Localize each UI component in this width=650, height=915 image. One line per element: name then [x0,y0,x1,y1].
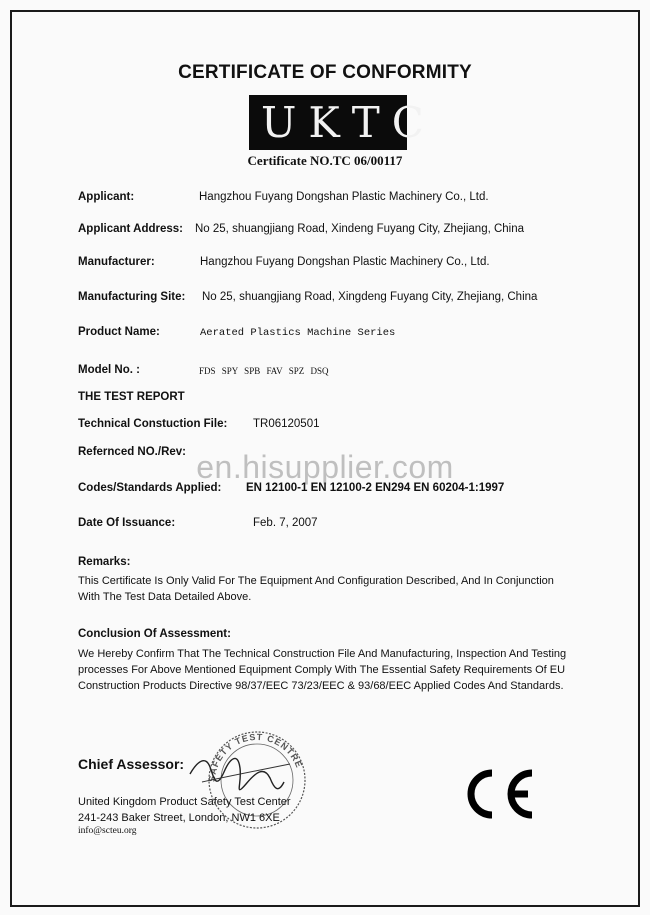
manufacturer-label: Manufacturer: [78,256,155,268]
org-line2: 241-243 Baker Street, London, NW1 6XE [78,812,280,824]
org-email: info@scteu.org [78,826,137,836]
tech-file-value: TR06120501 [253,418,320,430]
conclusion-heading: Conclusion Of Assessment: [78,628,231,640]
model-no-label: Model No. : [78,364,140,376]
date-value: Feb. 7, 2007 [253,517,318,529]
manufacturing-site-value: No 25, shuangjiang Road, Xingdeng Fuyang City, Zhejiang, China [202,291,538,303]
remarks-heading: Remarks: [78,556,131,568]
test-report-heading: THE TEST REPORT [78,391,185,403]
ce-letter-c [471,773,492,815]
ce-letter-e-bar [510,791,528,798]
applicant-value: Hangzhou Fuyang Dongshan Plastic Machinery Co., Ltd. [199,191,489,203]
applicant-address-value: No 25, shuangjiang Road, Xindeng Fuyang City, Zhejiang, China [195,223,525,235]
stamp-text-path: SAFETY TEST CENTRE [206,731,305,783]
codes-label: Codes/Standards Applied: [78,482,222,494]
org-line1: United Kingdom Product Safety Test Center [78,796,291,808]
manufacturing-site-label: Manufacturing Site: [78,291,186,303]
signature-scribble [190,758,284,789]
certificate-title: CERTIFICATE OF CONFORMITY [178,62,472,83]
date-label: Date Of Issuance: [78,517,176,529]
remarks-text: This Certificate Is Only Valid For The Equipment And Configuration Described, And In Conjunction With The Test Data Detailed Above. [78,575,554,603]
tech-file-label: Technical Constuction File: [78,418,228,430]
applicant-label: Applicant: [78,191,135,203]
watermark-text: en.hisupplier.com [196,449,454,485]
product-name-label: Product Name: [78,326,160,338]
conclusion-text: We Hereby Confirm That The Technical Construction File And Manufacturing, Inspection And Testing processes For Above Mentioned Equipment Comply With The Essential Safety Requirements Of EU Construction Products Directive 98/37/EEC 73/23/EEC & 93/68/EEC Applied Codes And Standards. [78,648,567,692]
certificate-number: Certificate NO.TC 06/00117 [247,153,403,168]
product-name-value: Aerated Plastics Machine Series [200,327,396,339]
ce-mark-icon [458,765,536,823]
chief-assessor-label: Chief Assessor: [78,756,185,772]
codes-value: EN 12100-1 EN 12100-2 EN294 EN 60204-1:1997 [246,482,505,494]
model-no-value: FDS SPY SPB FAV SPZ DSQ [199,366,329,376]
manufacturer-value: Hangzhou Fuyang Dongshan Plastic Machinery Co., Ltd. [200,256,490,268]
referenced-no-label: Refernced NO./Rev: [78,446,187,458]
applicant-address-label: Applicant Address: [78,223,184,235]
uktc-logo: UKTC [249,95,407,150]
